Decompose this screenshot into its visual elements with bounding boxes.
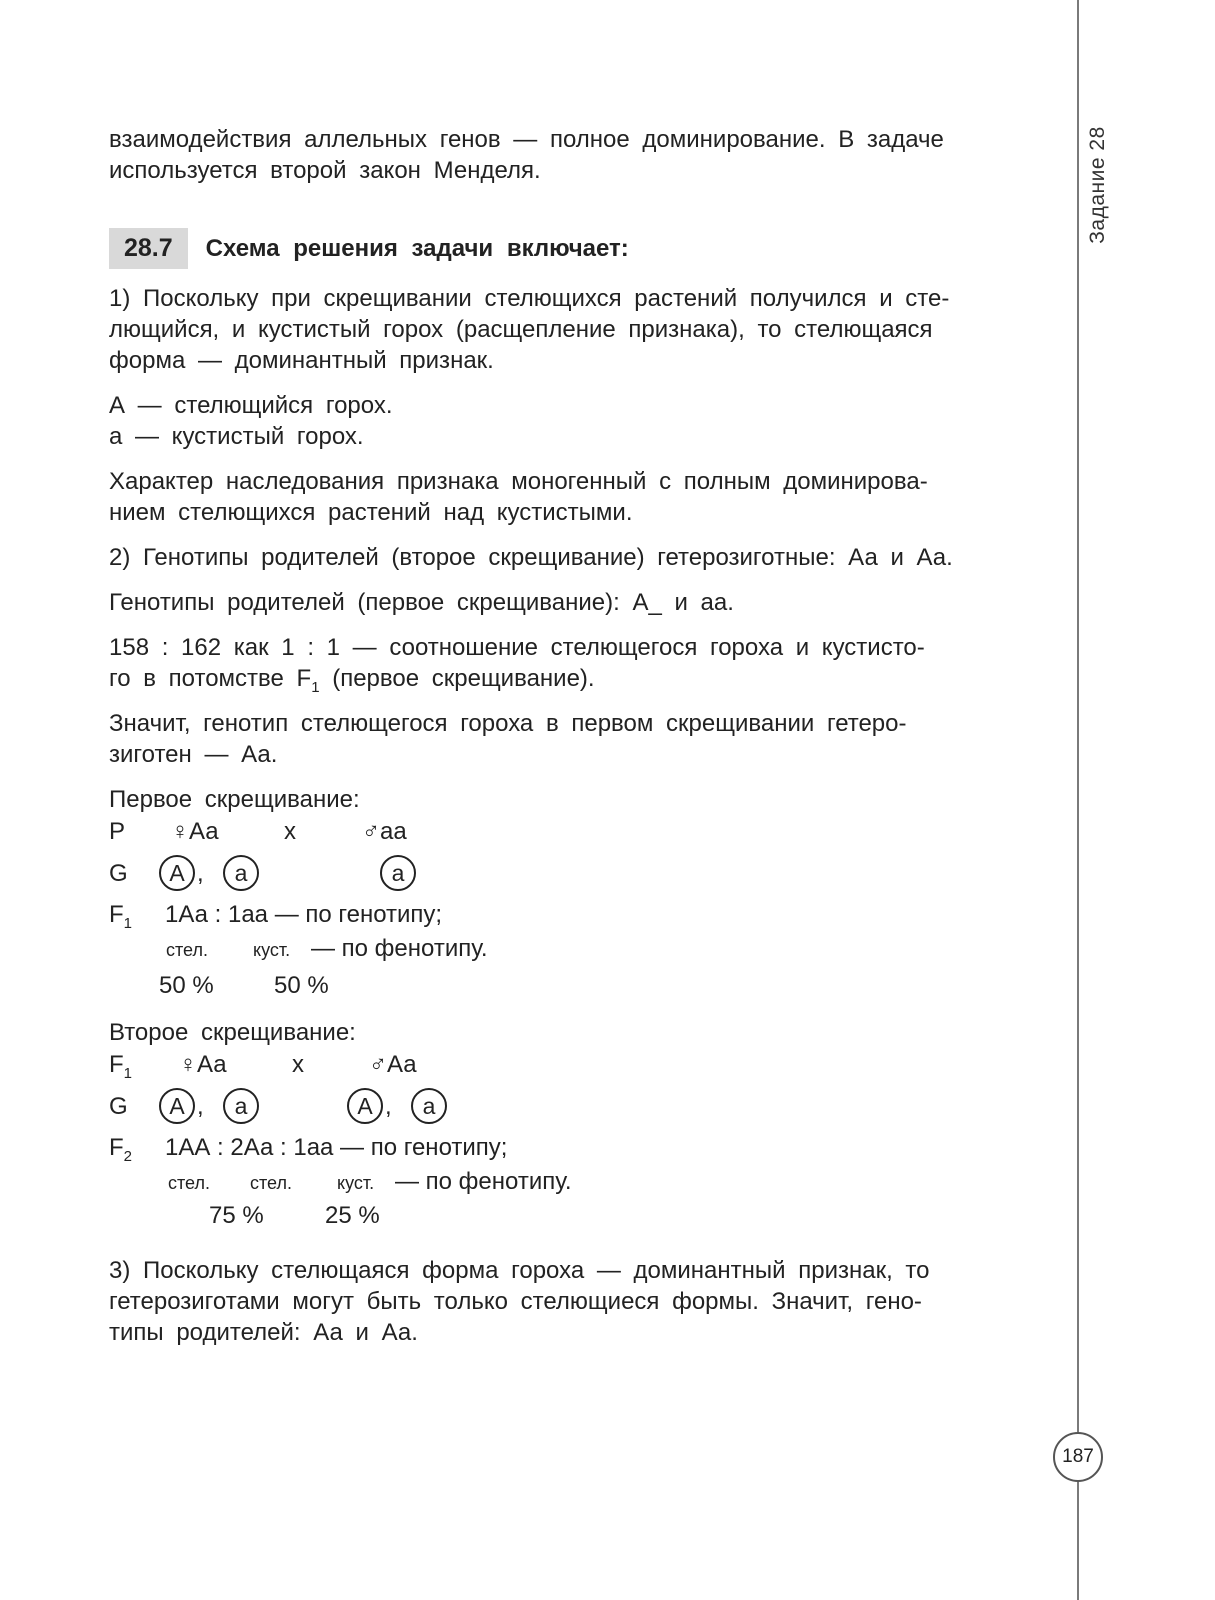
male-genotype: ♂аа: [362, 818, 407, 845]
text-line: 3) Поскольку стелющаяся форма гороха — доминантный признак, то: [109, 1257, 930, 1284]
cross-sign: x: [284, 818, 296, 845]
gametes-label: G: [109, 1093, 128, 1120]
text-line: взаимодействия аллельных генов — полное доминирование. В задаче: [109, 126, 944, 153]
cross1-offspring-row: [109, 898, 1011, 935]
text-line: лющийся, и кустистый горох (расщепление признака), то стелющаяся: [109, 316, 933, 343]
phenotype-label: куст.: [337, 1173, 375, 1193]
phenotype-label: куст.: [253, 940, 291, 960]
text-line: гетерозиготами могут быть только стелющиеся формы. Значит, гено-: [109, 1288, 922, 1315]
task-label: Задание 28: [1086, 126, 1109, 244]
genotype-ratio: 1АА : 2Аа : 1аа — по генотипу;: [165, 1134, 508, 1161]
male-genotype: ♂Аа: [369, 1051, 417, 1078]
cross1-gametes-row: [109, 852, 1011, 898]
margin-rule: [1077, 0, 1079, 1600]
paragraph-2: 2) Генотипы родителей (второе скрещивание) гетерозиготные: Аа и Аа.: [109, 544, 953, 571]
section-title: Схема решения задачи включает:: [205, 234, 629, 262]
genotype-ratio: 1Аа : 1аа — по генотипу;: [165, 901, 443, 928]
paragraph-3: Генотипы родителей (первое скрещивание): А_ и аа.: [109, 589, 734, 616]
percent-value: 50 %: [274, 972, 329, 999]
text-line: форма — доминантный признак.: [109, 347, 494, 374]
section-header: [109, 228, 1011, 269]
text-line: 1) Поскольку при скрещивании стелющихся растений получился и сте-: [109, 285, 950, 312]
female-genotype: ♀Аа: [179, 1051, 227, 1078]
text-line: 158 : 162 как 1 : 1 — соотношение стелющегося гороха и кустисто-: [109, 634, 925, 661]
text-line: типы родителей: Аа и Аа.: [109, 1319, 418, 1346]
cross-sign: x: [292, 1051, 304, 1078]
percent-value: 50 %: [159, 972, 214, 999]
cross2-offspring-row: [109, 1131, 1011, 1168]
gamete-circle: А: [347, 1088, 383, 1124]
phenotype-label: стел.: [250, 1173, 292, 1193]
paragraph-1: [109, 283, 1011, 376]
female-genotype: ♀Аа: [171, 818, 219, 845]
gamete-circle: А: [159, 855, 195, 891]
recessive-allele: а — кустистый горох.: [109, 423, 364, 450]
page-number: 187: [1053, 1432, 1103, 1482]
gamete-separator: ,: [197, 860, 204, 887]
text-line: нием стелющихся растений над кустистыми.: [109, 499, 633, 526]
offspring-label: $F_1$: [109, 901, 133, 932]
cross1-parents-row: [109, 815, 1011, 852]
main-content: [109, 124, 1011, 1348]
cross1-title: Первое скрещивание:: [109, 786, 360, 813]
cross2-phenotype-row: [109, 1168, 1011, 1200]
cross2-gametes-row: [109, 1085, 1011, 1131]
cross1-phenotype-row: [109, 935, 1011, 967]
percent-value: 25 %: [325, 1202, 380, 1229]
offspring-label: $F_2$: [109, 1134, 133, 1165]
paragraph-4: [109, 1255, 1011, 1348]
cross1-percent-row: [109, 967, 1011, 1004]
text-line: зиготен — Аа.: [109, 741, 278, 768]
section-number: 28.7: [109, 228, 188, 269]
gamete-separator: ,: [197, 1093, 204, 1120]
cross2-title: Второе скрещивание:: [109, 1019, 356, 1046]
text-line: го в потомстве $F_1$ (первое скрещивание).: [109, 665, 595, 696]
percent-value: 75 %: [209, 1202, 264, 1229]
gamete-circle: А: [159, 1088, 195, 1124]
gamete-circle: а: [380, 855, 416, 891]
gamete-circle: а: [223, 855, 259, 891]
phenotype-label: стел.: [168, 1173, 210, 1193]
gamete-circle: а: [223, 1088, 259, 1124]
text-line: Характер наследования признака моногенный с полным доминирова-: [109, 468, 928, 495]
gamete-separator: ,: [385, 1093, 392, 1120]
dominant-allele: А — стелющийся горох.: [109, 392, 393, 419]
parents-label: P: [109, 818, 126, 845]
inheritance-paragraph: [109, 466, 1011, 528]
cross2-percent-row: [109, 1200, 1011, 1237]
phenotype-text: — по фенотипу.: [395, 1168, 572, 1195]
cross2-parents-row: [109, 1048, 1011, 1085]
allele-legend: [109, 390, 1011, 452]
parents-label: $F_1$: [109, 1051, 133, 1082]
gamete-circle: а: [411, 1088, 447, 1124]
ratio-paragraph: [109, 632, 1011, 694]
text-line: используется второй закон Менделя.: [109, 157, 541, 184]
gametes-label: G: [109, 860, 128, 887]
text-line: Значит, генотип стелющегося гороха в первом скрещивании гетеро-: [109, 710, 907, 737]
intro-paragraph: [109, 124, 1011, 186]
phenotype-text: — по фенотипу.: [311, 935, 488, 962]
phenotype-label: стел.: [166, 940, 208, 960]
conclusion-paragraph: [109, 708, 1011, 770]
